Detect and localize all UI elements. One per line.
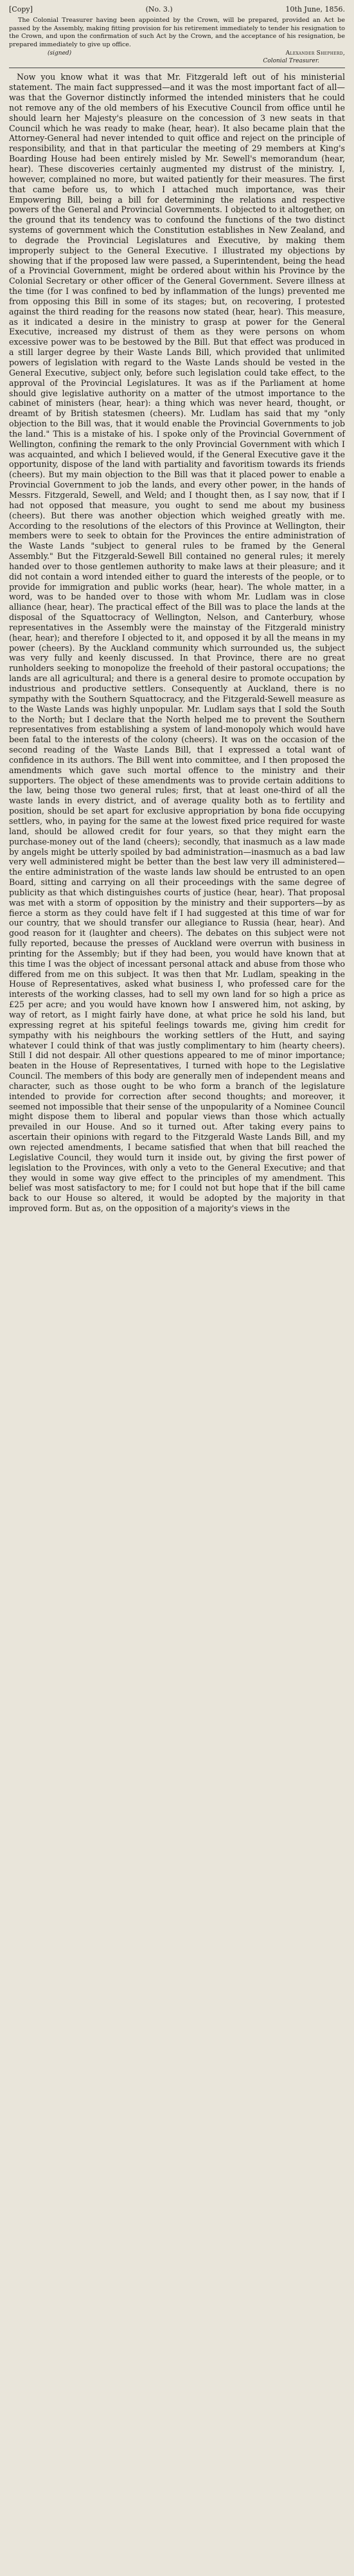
signer-name: Alexander Shepherd, <box>285 50 345 57</box>
treasurer-letter <box>9 17 345 49</box>
signature-line <box>9 50 345 57</box>
speech-paragraph: Now you know what it was that Mr. Fitzgerald left out of his ministerial statement. The main fact suppressed—and it was the most important fact of all—was that the Governor distinctly informed the intended ministers that he could not remove any of the old members of his Executive Council from office until he should learn her Majesty's pleasure on the concession of 3 new seats in that Council which he was ready to make (hear, hear). It also became plain that the Attorney-General had never intended to quit office and reject on the principle of responsibility, and that in that particular the meeting of 29 members at King's Boarding House had been entirely misled by Mr. Sewell's memorandum (hear, hear). These discoveries certainly augmented my distrust of the ministry. I, however, complained no more, but waited patiently for their measures. The first that came before us, to which I attached much importance, was their Empowering Bill, being a bill for determining the relations and respective powers of the General and Provincial Governments. I objected to it altogether, on the ground that its tendency was to confound the functions of the two distinct systems of government which the Constitution establishes in New Zealand, and to degrade the Provincial Legislatures and Executive, by making them improperly subject to the General Executive. I illustrated my objections by showing that if the proposed law were passed, a Superintendent, being the head of a Provincial Government, might be ordered about within his Province by the Colonial Secretary or other officer of the General Government. Severe illness at the time (for I was confined to bed by inflammation of the lungs) prevented me from opposing this Bill in some of its stages; but, on recovering, I protested against the third reading for the reasons now stated (hear, hear). This measure, as it indicated a desire in the ministry to grasp at power for the General Executive, increased my distrust of them as they were persons on whom excessive power was to be bestowed by the Bill. But that effect was produced in a still larger degree by their Waste Lands Bill, which provided that unlimited powers of legislation with regard to the Waste Lands should be vested in the General Executive, subject only, before such legislation could take effect, to the approval of the Provincial Legislatures. It was as if the Parliament at home should give legislative authority on a matter of the utmost importance to the cabinet of ministers (hear, hear): a thing which was never heard, thought, or dreamt of by British statesmen (cheers). Mr. Ludlam has said that my "only objection to the Bill was, that it would enable the Provincial Governments to job the land." This is a mistake of his. I spoke only of the Provincial Government of Wellington, confining the remark to the only Provincial Government with which I was acquainted, and which I believed would, if the General Executive gave it the opportunity, dispose of the land with partiality and favoritism towards its friends (cheers). But my main objection to the Bill was that it placed power to enable a Provincial Government to job the lands, and every other power, in the hands of Messrs. Fitzgerald, Sewell, and Weld; and I thought then, as I say now, that if I had not opposed that measure, you ought to send me about my business (cheers). But there was another objection which weighed greatly with me. According to the resolutions of the electors of this Province at Wellington, their members were to seek to obtain for the Provinces the entire administration of the Waste Lands "subject to general rules to be framed by the General Assembly." But the Fitzgerald-Sewell Bill contained no general rules; it merely handed over to those gentlemen authority to make laws at their pleasure; and it did not contain a word intended either to guard the interests of the people, or to provide for immigration and public works (hear, hear). The whole matter, in a word, was to be handed over to those with whom Mr. Ludlam was in close alliance (hear, hear). The practical effect of the Bill was to place the lands at the disposal of the Squattocracy of Wellington, Nelson, and Canterbury, whose representatives in the Assembly were the mainstay of the Fitzgerald ministry (hear, hear); and therefore I objected to it, and opposed it by all the means in my power (cheers). By the Auckland community which surrounded us, the subject was very fully and keenly discussed. In that Province, there are no great runholders seeking to monopolize the freehold of their pastoral occupations; the lands are all agricultural; and there is a general desire to promote occupation by industrious and productive settlers. Consequently at Auckland, there is no sympathy with the Southern Squattocracy, and the Fitzgerald-Sewell measure as to the Waste Lands was highly unpopular. Mr. Ludlam says that I sold the South to the North; but I declare that the North helped me to prevent the Southern representatives from establishing a system of land-monopoly which would have been fatal to the interests of the colony (cheers). It was on the occasion of the second reading of the Waste Lands Bill, that I expressed a total want of confidence in its authors. The Bill went into committee, and I then proposed the amendments which gave such mortal offence to the ministry and their supporters. The object of these amendments was to provide certain additions to the law, being those two general rules; first, that at least one-third of all the waste lands in every district, and of average quality both as to fertility and position, should be set apart for exclusive appropriation by bona fide occupying settlers, who, in paying for the same at the lowest fixed price required for waste land, should be allowed credit for four years, so that they might earn the purchase-money out of the land (cheers); secondly, that inasmuch as a law made by angels might be utterly spoiled by bad administration—inasmuch as a bad law very well administered might be better than the best law very ill administered—the entire administration of the waste lands law should be entrusted to an open Board, sitting and carrying on all their proceedings with the same degree of publicity as that which distinguishes courts of justice (hear, hear). That proposal was met with a storm of opposition by the ministry and their supporters—by as fierce a storm as they could have felt if I had suggested at this time of war for our country, that we should transfer our allegiance to Russia (hear, hear). And good reason for it (laughter and cheers). The debates on this subject were not fully reported, because the presses of Auckland were overrun with business in printing for the Assembly; but if they had been, you would have known that at this time I was the object of incessant personal attack and abuse from those who differed from me on this subject. It was then that Mr. Ludlam, speaking in the House of Representatives, asked what business I, who professed care for the interests of the working classes, had to sell my own land for so high a price as £25 per acre; and you would have known how I answered him, not asking, by way of retort, as I might fairly have done, at what price he sold his land, but expressing regret at his spiteful feelings towards me, giving him credit for sympathy with his neighbours the working settlers of the Hutt, and saying whatever I could think of that was justly complimentary to him (hearty cheers). Still I did not despair. All other questions appeared to me of minor importance; beaten in the House of Representatives, I turned with hope to the Legislative Council. The members of this body are generally men of independent means and character, such as those ought to be who form a branch of the legislature intended to provide for correction after second thoughts; and moreover, it seemed not impossible that their sense of the unpopularity of a Nominee Council might dispose them to liberal and popular views than those which actually prevailed in our House. And so it turned out. After taking every pains to ascertain their opinions with regard to the Fitzgerald Waste Lands Bill, and my own rejected amendments, I became satisfied that when that bill reached the Legislative Council, they would turn it inside out, by giving the first power of legislation to the Provinces, with only a veto to the General Executive; and that they would in some way give effect to the principles of my amendment. This belief was most satisfactory to me; for I could not but hope that if the bill came back to our House so altered, it would be adopted by the majority in that improved form. But as, on the opposition of a majority's views in the <box>9 72 345 1214</box>
speech-body <box>9 72 345 1214</box>
header-date: 10th June, 1856. <box>285 5 345 14</box>
copy-label: [Copy] <box>9 5 33 14</box>
clipping-header <box>9 5 345 15</box>
signer-title: Colonial Treasurer. <box>263 58 319 65</box>
number-label: (No. 3.) <box>145 5 173 14</box>
letter-body: The Colonial Treasurer having been appointed by the Crown, will be prepared, provided an Act be passed by the Assembly, making fitting provision for his retirement immediately to tender his resignation to the Crown, and upon the confirmation of such Act by the Crown, and the acceptance of his resignation, be prepared immediately to give up office. <box>9 17 345 48</box>
signed-label: (signed) <box>48 50 72 57</box>
